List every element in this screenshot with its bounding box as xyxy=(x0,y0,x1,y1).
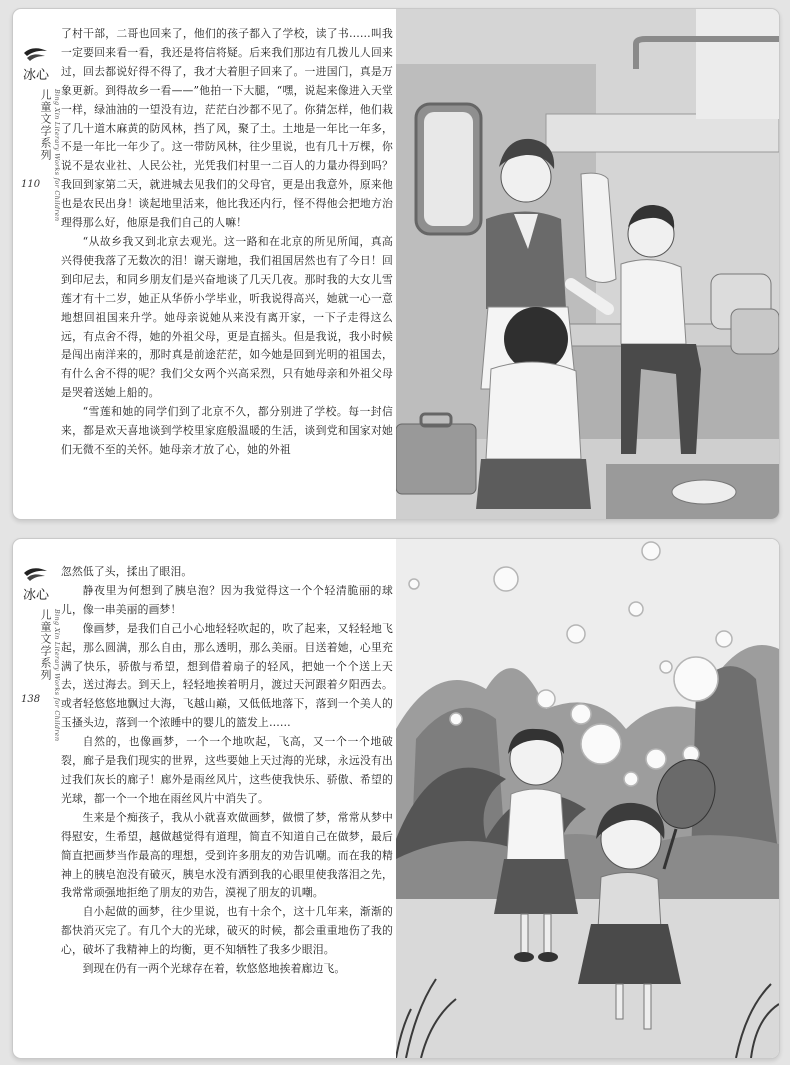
series-title: 儿童文学系列 xyxy=(39,609,52,681)
paragraph: 到现在仍有一两个光球存在着，软悠悠地挨着廊边飞。 xyxy=(82,962,346,976)
logo-text: 冰心 xyxy=(23,588,49,603)
bird-logo-icon xyxy=(21,565,49,605)
series-logo xyxy=(21,565,49,605)
series-title: 儿童文学系列 xyxy=(39,89,52,161)
page-number: 110 xyxy=(21,179,41,190)
bird-logo-icon xyxy=(21,45,49,85)
series-logo xyxy=(21,45,49,85)
body-text xyxy=(61,563,393,979)
series-english-title: Bing Xin Literary Works for Children xyxy=(53,89,61,222)
logo-text: 冰心 xyxy=(23,68,49,83)
book-page-110 xyxy=(12,8,780,520)
book-page-138 xyxy=(12,538,780,1059)
body-text xyxy=(61,25,393,460)
series-english-title: Bing Xin Literary Works for Children xyxy=(53,609,61,742)
paragraph: 生来是个痴孩子，我从小就喜欢做画梦，做惯了梦，常常从梦中得慰安，生希望，越做越觉得有道理，简直不知道自己在做梦，最后简直把画梦当作最高的理想，受到许多朋友的劝告讥嘲。而在我的精神上的胰皂泡没有破灭，胰皂水没有洒到我的心眼里使我落泪之先，我常常顽强地拒绝了朋友的劝告，漠视了朋友的讥嘲。 xyxy=(61,810,393,900)
paragraph: 静夜里为何想到了胰皂泡？因为我觉得这一个个轻清脆丽的球儿，像一串美丽的画梦！ xyxy=(61,583,393,616)
page-number: 138 xyxy=(21,694,41,705)
paragraph: 了村干部，二哥也回来了，他们的孩子都入了学校，读了书……叫我一定要回来看一看，我还是将信将疑。后来我们那边有几拨儿人回来过，回去都说好得不得了，我才大着胆子回来了。一进国门，真是万象更新。到得故乡一看——”他拍一下大腿，“嘿，说起来像进入天堂一样，绿油油的一望没有边，茫茫白沙都不见了。你猜怎样，他们栽了几十道木麻黄的防风林，挡了风，聚了土。土地是一年比一年多，不是一年比一年少了。这一带防风林，往少里说，也有几十万棵，你说不是农业社、人民公社，光凭我们村里一二百人的力量办得到吗？我回到家第二天，就进城去见我们的父母官，更是出我意外，原来他也是农民出身！谈起地里活来，他比我还内行，怪不得他会把地方治理得那么好，他原是我们自己的人嘛！ xyxy=(61,27,393,230)
paragraph: 忽然低了头，揉出了眼泪。 xyxy=(61,565,193,578)
soap-bubble-girls-illustration xyxy=(396,539,779,1058)
paragraph: “从故乡我又到北京去观光。这一路和在北京的所见所闻，真高兴得使我落了无数次的泪！谢天谢地，我们祖国居然也有了今日！回到印尼去，和同乡朋友们是兴奋地谈了几天几夜。那时我的大女儿雪莲才有十二岁，她正从华侨小学毕业，听我说得高兴，她就一心一意地想回祖国来升学。她母亲说她从来没有离开家，一下子走得这么远，有点舍不得，她的外祖父母，更是直摇头。但是我说，我小时候是闯出南洋来的，那时真是前途茫茫，如今她是回到光明的祖国去，有什么舍不得的呢？我们父女两个兴高采烈，只有她母亲和外祖父母是哭着送她上船的。 xyxy=(61,234,393,400)
paragraph: 自小起做的画梦，往少里说，也有十余个，这十几年来，渐渐的都快消灭完了。有几个大的光球，破灭的时候，都会重重地伤了我的心，破坏了我精神上的均衡，更不知牺牲了我多少眼泪。 xyxy=(61,905,393,957)
paragraph: “雪莲和她的同学们到了北京不久，都分别进了学校。每一封信来，都是欢天喜地谈到学校里家庭般温暖的生活，谈到党和国家对她们无微不至的关怀。她母亲才放了心，她的外祖 xyxy=(61,405,393,456)
paragraph: 像画梦，是我们自己小心地轻轻吹起的，吹了起来，又轻轻地飞起，那么圆满，那么自由，那么透明，那么美丽。目送着她，心里充满了快乐，骄傲与希望，想到借着扇子的轻风，把她一个个送上天去，送过海去。到天上，轻轻地挨着明月，渡过天河跟着夕阳西去。或者轻悠悠地飘过大海，飞越山巅，又低低地落下，落到一个美人的玉搔头边，落到一个浓睡中的婴儿的篮发上…… xyxy=(61,621,393,730)
paragraph: 自然的，也像画梦，一个一个地吹起，飞高，又一个一个地破裂，廊子是我们现实的世界，这些要她上天过海的光球，永远没有出过我们灰长的廊子！廊外是雨丝风片，这些使我快乐、骄傲、希望的光球，都一个一个地在雨丝风片中消失了。 xyxy=(61,735,393,805)
train-compartment-illustration xyxy=(396,9,779,519)
